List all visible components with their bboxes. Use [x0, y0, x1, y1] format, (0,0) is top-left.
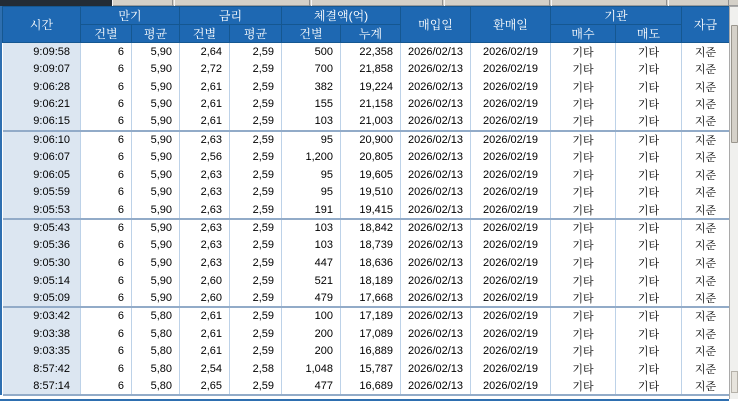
cell-inst-buy: 기타 [551, 184, 616, 202]
cell-mat-cnt: 6 [81, 360, 132, 378]
col-header-buy-date[interactable]: 매입일 [401, 7, 471, 43]
cell-time: 9:09:58 [3, 43, 81, 61]
cell-rate-avg: 2,59 [230, 113, 282, 131]
cell-amt-cnt: 479 [282, 289, 341, 307]
cell-mat-cnt: 6 [81, 219, 132, 237]
cell-rate-cnt: 2,63 [180, 184, 230, 202]
cell-repo-date: 2026/02/19 [471, 60, 551, 78]
cell-mat-avg: 5,90 [132, 148, 180, 166]
cell-mat-cnt: 6 [81, 272, 132, 290]
cell-mat-cnt: 6 [81, 60, 132, 78]
cell-buy-date: 2026/02/13 [401, 378, 471, 396]
cell-inst-sell: 기타 [616, 237, 682, 255]
cell-fund: 지준 [682, 272, 730, 290]
cell-amt-cum: 20,900 [341, 131, 401, 149]
cell-inst-sell: 기타 [616, 95, 682, 113]
cell-mat-avg: 5,90 [132, 166, 180, 184]
cell-inst-buy: 기타 [551, 43, 616, 61]
cell-mat-cnt: 6 [81, 166, 132, 184]
cell-fund: 지준 [682, 342, 730, 360]
cell-inst-sell: 기타 [616, 378, 682, 396]
table-row[interactable] [3, 360, 730, 378]
cell-time: 9:05:43 [3, 219, 81, 237]
cell-inst-buy: 기타 [551, 237, 616, 255]
cell-mat-avg: 5,90 [132, 272, 180, 290]
cell-inst-sell: 기타 [616, 131, 682, 149]
cell-amt-cnt: 103 [282, 219, 341, 237]
cell-inst-sell: 기타 [616, 201, 682, 219]
cell-amt-cnt: 200 [282, 325, 341, 343]
cell-time: 9:06:28 [3, 78, 81, 96]
cell-inst-sell: 기타 [616, 113, 682, 131]
cell-mat-cnt: 6 [81, 43, 132, 61]
cell-inst-buy: 기타 [551, 95, 616, 113]
cell-repo-date: 2026/02/19 [471, 113, 551, 131]
cell-rate-avg: 2,59 [230, 166, 282, 184]
cell-time: 9:05:14 [3, 272, 81, 290]
cell-time: 9:06:21 [3, 95, 81, 113]
cell-amt-cum: 16,889 [341, 342, 401, 360]
cell-rate-cnt: 2,56 [180, 148, 230, 166]
col-header-amount-cumulative[interactable]: 누계 [341, 25, 401, 43]
cell-buy-date: 2026/02/13 [401, 95, 471, 113]
cell-mat-avg: 5,90 [132, 219, 180, 237]
cell-rate-avg: 2,59 [230, 131, 282, 149]
cell-repo-date: 2026/02/19 [471, 342, 551, 360]
col-header-amount-per-case[interactable]: 건별 [282, 25, 341, 43]
table-row[interactable] [3, 237, 730, 255]
cell-repo-date: 2026/02/19 [471, 325, 551, 343]
table-row[interactable] [3, 184, 730, 202]
cell-time: 8:57:14 [3, 378, 81, 396]
cell-fund: 지준 [682, 360, 730, 378]
cell-rate-avg: 2,59 [230, 289, 282, 307]
col-header-institution-sell[interactable]: 매도 [616, 25, 682, 43]
cell-repo-date: 2026/02/19 [471, 95, 551, 113]
cell-rate-cnt: 2,61 [180, 307, 230, 325]
cell-fund: 지준 [682, 148, 730, 166]
cell-inst-buy: 기타 [551, 166, 616, 184]
cell-fund: 지준 [682, 43, 730, 61]
cell-mat-avg: 5,90 [132, 237, 180, 255]
cell-rate-avg: 2,59 [230, 342, 282, 360]
cell-buy-date: 2026/02/13 [401, 166, 471, 184]
table-row[interactable] [3, 43, 730, 61]
cell-mat-cnt: 6 [81, 184, 132, 202]
cell-amt-cum: 21,158 [341, 95, 401, 113]
cell-inst-sell: 기타 [616, 289, 682, 307]
cell-amt-cnt: 1,200 [282, 148, 341, 166]
cell-buy-date: 2026/02/13 [401, 342, 471, 360]
cell-buy-date: 2026/02/13 [401, 289, 471, 307]
cell-mat-cnt: 6 [81, 78, 132, 96]
cell-fund: 지준 [682, 201, 730, 219]
cell-inst-sell: 기타 [616, 342, 682, 360]
cell-mat-cnt: 6 [81, 378, 132, 396]
col-header-repo-date[interactable]: 환매일 [471, 7, 551, 43]
cell-rate-avg: 2,59 [230, 78, 282, 96]
col-group-maturity[interactable]: 만기 [81, 7, 180, 25]
table-row[interactable] [3, 378, 730, 396]
col-header-rate-per-case[interactable]: 건별 [180, 25, 230, 43]
cell-amt-cnt: 100 [282, 307, 341, 325]
cell-mat-avg: 5,80 [132, 360, 180, 378]
cell-mat-cnt: 6 [81, 131, 132, 149]
col-header-fund[interactable]: 자금 [682, 7, 730, 43]
trade-history-table [2, 6, 730, 396]
cell-rate-cnt: 2,63 [180, 131, 230, 149]
cell-amt-cum: 19,415 [341, 201, 401, 219]
cell-rate-avg: 2,59 [230, 254, 282, 272]
cell-time: 9:09:07 [3, 60, 81, 78]
cell-mat-avg: 5,90 [132, 43, 180, 61]
cell-repo-date: 2026/02/19 [471, 307, 551, 325]
col-header-time[interactable]: 시간 [3, 7, 81, 43]
vertical-scrollbar-lower-segment[interactable] [731, 371, 738, 393]
cell-rate-cnt: 2,61 [180, 113, 230, 131]
cell-inst-buy: 기타 [551, 201, 616, 219]
cell-mat-cnt: 6 [81, 201, 132, 219]
cell-rate-cnt: 2,61 [180, 325, 230, 343]
cell-amt-cum: 20,805 [341, 148, 401, 166]
cell-buy-date: 2026/02/13 [401, 113, 471, 131]
cell-time: 9:06:10 [3, 131, 81, 149]
cell-mat-cnt: 6 [81, 95, 132, 113]
cell-fund: 지준 [682, 254, 730, 272]
table-bottom-border [0, 399, 729, 401]
cell-fund: 지준 [682, 289, 730, 307]
cell-rate-avg: 2,59 [230, 184, 282, 202]
table-row[interactable] [3, 78, 730, 96]
cell-buy-date: 2026/02/13 [401, 60, 471, 78]
cell-mat-cnt: 6 [81, 342, 132, 360]
cell-amt-cum: 21,858 [341, 60, 401, 78]
cell-amt-cum: 15,787 [341, 360, 401, 378]
col-header-rate-average[interactable]: 평균 [230, 25, 282, 43]
cell-mat-avg: 5,90 [132, 131, 180, 149]
cell-amt-cum: 21,003 [341, 113, 401, 131]
cell-fund: 지준 [682, 219, 730, 237]
cell-rate-avg: 2,59 [230, 378, 282, 396]
table-row[interactable] [3, 325, 730, 343]
cell-inst-buy: 기타 [551, 378, 616, 396]
cell-time: 9:03:42 [3, 307, 81, 325]
cell-amt-cnt: 477 [282, 378, 341, 396]
cell-rate-cnt: 2,63 [180, 166, 230, 184]
cell-buy-date: 2026/02/13 [401, 272, 471, 290]
cell-mat-avg: 5,90 [132, 254, 180, 272]
table-header [3, 7, 730, 43]
cell-mat-cnt: 6 [81, 325, 132, 343]
cell-fund: 지준 [682, 78, 730, 96]
cell-amt-cnt: 103 [282, 113, 341, 131]
cell-mat-avg: 5,90 [132, 78, 180, 96]
cell-mat-cnt: 6 [81, 307, 132, 325]
cell-inst-sell: 기타 [616, 307, 682, 325]
cell-inst-sell: 기타 [616, 60, 682, 78]
col-group-institution[interactable]: 기관 [551, 7, 682, 25]
cell-amt-cnt: 103 [282, 237, 341, 255]
cell-rate-avg: 2,59 [230, 201, 282, 219]
cell-inst-sell: 기타 [616, 272, 682, 290]
table-row[interactable] [3, 148, 730, 166]
table-row[interactable] [3, 342, 730, 360]
cell-inst-buy: 기타 [551, 254, 616, 272]
cell-time: 9:06:05 [3, 166, 81, 184]
col-group-amount[interactable]: 체결액(억) [282, 7, 401, 25]
cell-repo-date: 2026/02/19 [471, 43, 551, 61]
cell-buy-date: 2026/02/13 [401, 254, 471, 272]
cell-time: 9:06:15 [3, 113, 81, 131]
cell-inst-sell: 기타 [616, 148, 682, 166]
cell-inst-buy: 기타 [551, 307, 616, 325]
cell-inst-buy: 기타 [551, 289, 616, 307]
cell-rate-cnt: 2,63 [180, 237, 230, 255]
cell-rate-cnt: 2,63 [180, 254, 230, 272]
cell-repo-date: 2026/02/19 [471, 378, 551, 396]
cell-rate-cnt: 2,65 [180, 378, 230, 396]
cell-inst-sell: 기타 [616, 254, 682, 272]
cell-amt-cnt: 95 [282, 131, 341, 149]
cell-rate-cnt: 2,64 [180, 43, 230, 61]
cell-inst-buy: 기타 [551, 272, 616, 290]
cell-amt-cnt: 191 [282, 201, 341, 219]
cell-fund: 지준 [682, 325, 730, 343]
cell-mat-avg: 5,90 [132, 95, 180, 113]
cell-time: 9:06:07 [3, 148, 81, 166]
cell-amt-cnt: 447 [282, 254, 341, 272]
cell-amt-cum: 18,636 [341, 254, 401, 272]
cell-fund: 지준 [682, 131, 730, 149]
vertical-scrollbar-thumb[interactable] [731, 25, 738, 143]
cell-rate-cnt: 2,61 [180, 342, 230, 360]
cell-mat-avg: 5,90 [132, 113, 180, 131]
cell-rate-avg: 2,59 [230, 43, 282, 61]
cell-fund: 지준 [682, 378, 730, 396]
cell-rate-cnt: 2,60 [180, 289, 230, 307]
cell-amt-cnt: 521 [282, 272, 341, 290]
cell-inst-buy: 기타 [551, 60, 616, 78]
cell-mat-avg: 5,80 [132, 325, 180, 343]
cell-repo-date: 2026/02/19 [471, 184, 551, 202]
cell-inst-buy: 기타 [551, 342, 616, 360]
col-header-institution-buy[interactable]: 매수 [551, 25, 616, 43]
cell-inst-sell: 기타 [616, 78, 682, 96]
cell-amt-cnt: 155 [282, 95, 341, 113]
cell-rate-cnt: 2,63 [180, 219, 230, 237]
cell-mat-cnt: 6 [81, 148, 132, 166]
cell-time: 9:03:35 [3, 342, 81, 360]
cell-amt-cnt: 700 [282, 60, 341, 78]
cell-mat-avg: 5,90 [132, 201, 180, 219]
table-row[interactable] [3, 254, 730, 272]
cell-rate-avg: 2,59 [230, 219, 282, 237]
cell-inst-sell: 기타 [616, 43, 682, 61]
cell-inst-buy: 기타 [551, 148, 616, 166]
cell-amt-cum: 18,739 [341, 237, 401, 255]
cell-rate-cnt: 2,60 [180, 272, 230, 290]
cell-amt-cum: 17,668 [341, 289, 401, 307]
cell-inst-buy: 기타 [551, 360, 616, 378]
cell-fund: 지준 [682, 237, 730, 255]
cell-amt-cnt: 95 [282, 166, 341, 184]
cell-fund: 지준 [682, 60, 730, 78]
table-row[interactable] [3, 113, 730, 131]
cell-amt-cnt: 382 [282, 78, 341, 96]
table-row[interactable] [3, 219, 730, 237]
cell-buy-date: 2026/02/13 [401, 184, 471, 202]
cell-inst-buy: 기타 [551, 113, 616, 131]
cell-rate-avg: 2,59 [230, 237, 282, 255]
cell-fund: 지준 [682, 166, 730, 184]
cell-mat-cnt: 6 [81, 237, 132, 255]
cell-time: 9:03:38 [3, 325, 81, 343]
cell-inst-sell: 기타 [616, 184, 682, 202]
cell-amt-cum: 18,842 [341, 219, 401, 237]
cell-repo-date: 2026/02/19 [471, 201, 551, 219]
table-row[interactable] [3, 166, 730, 184]
cell-rate-avg: 2,59 [230, 307, 282, 325]
cell-fund: 지준 [682, 184, 730, 202]
col-header-maturity-per-case[interactable]: 건별 [81, 25, 132, 43]
cell-time: 9:05:30 [3, 254, 81, 272]
cell-mat-avg: 5,80 [132, 342, 180, 360]
cell-rate-cnt: 2,72 [180, 60, 230, 78]
cell-inst-buy: 기타 [551, 131, 616, 149]
cell-buy-date: 2026/02/13 [401, 360, 471, 378]
cell-mat-cnt: 6 [81, 289, 132, 307]
cell-rate-cnt: 2,54 [180, 360, 230, 378]
cell-mat-cnt: 6 [81, 113, 132, 131]
cell-inst-buy: 기타 [551, 78, 616, 96]
cell-rate-avg: 2,58 [230, 360, 282, 378]
cell-inst-sell: 기타 [616, 325, 682, 343]
cell-repo-date: 2026/02/19 [471, 148, 551, 166]
cell-buy-date: 2026/02/13 [401, 148, 471, 166]
cell-mat-avg: 5,80 [132, 378, 180, 396]
cell-buy-date: 2026/02/13 [401, 78, 471, 96]
cell-time: 9:05:53 [3, 201, 81, 219]
col-header-maturity-average[interactable]: 평균 [132, 25, 180, 43]
cell-inst-sell: 기타 [616, 166, 682, 184]
cell-mat-cnt: 6 [81, 254, 132, 272]
cell-buy-date: 2026/02/13 [401, 219, 471, 237]
cell-amt-cum: 19,224 [341, 78, 401, 96]
cell-fund: 지준 [682, 307, 730, 325]
table-row[interactable] [3, 131, 730, 149]
cell-repo-date: 2026/02/19 [471, 131, 551, 149]
cell-time: 8:57:42 [3, 360, 81, 378]
cell-amt-cum: 22,358 [341, 43, 401, 61]
cell-repo-date: 2026/02/19 [471, 237, 551, 255]
cell-amt-cnt: 200 [282, 342, 341, 360]
cell-repo-date: 2026/02/19 [471, 272, 551, 290]
cell-rate-cnt: 2,61 [180, 78, 230, 96]
cell-inst-sell: 기타 [616, 219, 682, 237]
cell-inst-sell: 기타 [616, 360, 682, 378]
cell-time: 9:05:36 [3, 237, 81, 255]
cell-time: 9:05:09 [3, 289, 81, 307]
table-row[interactable] [3, 272, 730, 290]
cell-amt-cum: 18,189 [341, 272, 401, 290]
cell-rate-avg: 2,59 [230, 95, 282, 113]
cell-mat-avg: 5,90 [132, 289, 180, 307]
cell-buy-date: 2026/02/13 [401, 325, 471, 343]
cell-amt-cnt: 1,048 [282, 360, 341, 378]
cell-repo-date: 2026/02/19 [471, 219, 551, 237]
cell-mat-avg: 5,90 [132, 60, 180, 78]
cell-rate-avg: 2,59 [230, 148, 282, 166]
cell-buy-date: 2026/02/13 [401, 43, 471, 61]
cell-amt-cum: 19,510 [341, 184, 401, 202]
cell-repo-date: 2026/02/19 [471, 78, 551, 96]
table-row[interactable] [3, 201, 730, 219]
cell-mat-avg: 5,90 [132, 184, 180, 202]
table-body [3, 43, 730, 396]
cell-rate-avg: 2,59 [230, 60, 282, 78]
cell-rate-avg: 2,59 [230, 272, 282, 290]
cell-buy-date: 2026/02/13 [401, 201, 471, 219]
col-group-rate[interactable]: 금리 [180, 7, 282, 25]
cell-fund: 지준 [682, 95, 730, 113]
cell-repo-date: 2026/02/19 [471, 166, 551, 184]
cell-repo-date: 2026/02/19 [471, 289, 551, 307]
cell-amt-cum: 16,689 [341, 378, 401, 396]
cell-mat-avg: 5,80 [132, 307, 180, 325]
table-row[interactable] [3, 307, 730, 325]
cell-buy-date: 2026/02/13 [401, 237, 471, 255]
cell-time: 9:05:59 [3, 184, 81, 202]
cell-rate-cnt: 2,61 [180, 95, 230, 113]
table-row[interactable] [3, 95, 730, 113]
cell-rate-cnt: 2,63 [180, 201, 230, 219]
cell-fund: 지준 [682, 113, 730, 131]
cell-inst-buy: 기타 [551, 325, 616, 343]
cell-amt-cnt: 95 [282, 184, 341, 202]
cell-repo-date: 2026/02/19 [471, 254, 551, 272]
cell-amt-cum: 19,605 [341, 166, 401, 184]
cell-inst-buy: 기타 [551, 219, 616, 237]
cell-amt-cum: 17,089 [341, 325, 401, 343]
cell-buy-date: 2026/02/13 [401, 307, 471, 325]
cell-rate-avg: 2,59 [230, 325, 282, 343]
vertical-scrollbar[interactable] [729, 6, 738, 399]
cell-buy-date: 2026/02/13 [401, 131, 471, 149]
cell-amt-cnt: 500 [282, 43, 341, 61]
cell-repo-date: 2026/02/19 [471, 360, 551, 378]
table-row[interactable] [3, 289, 730, 307]
cell-amt-cum: 17,189 [341, 307, 401, 325]
table-row[interactable] [3, 60, 730, 78]
